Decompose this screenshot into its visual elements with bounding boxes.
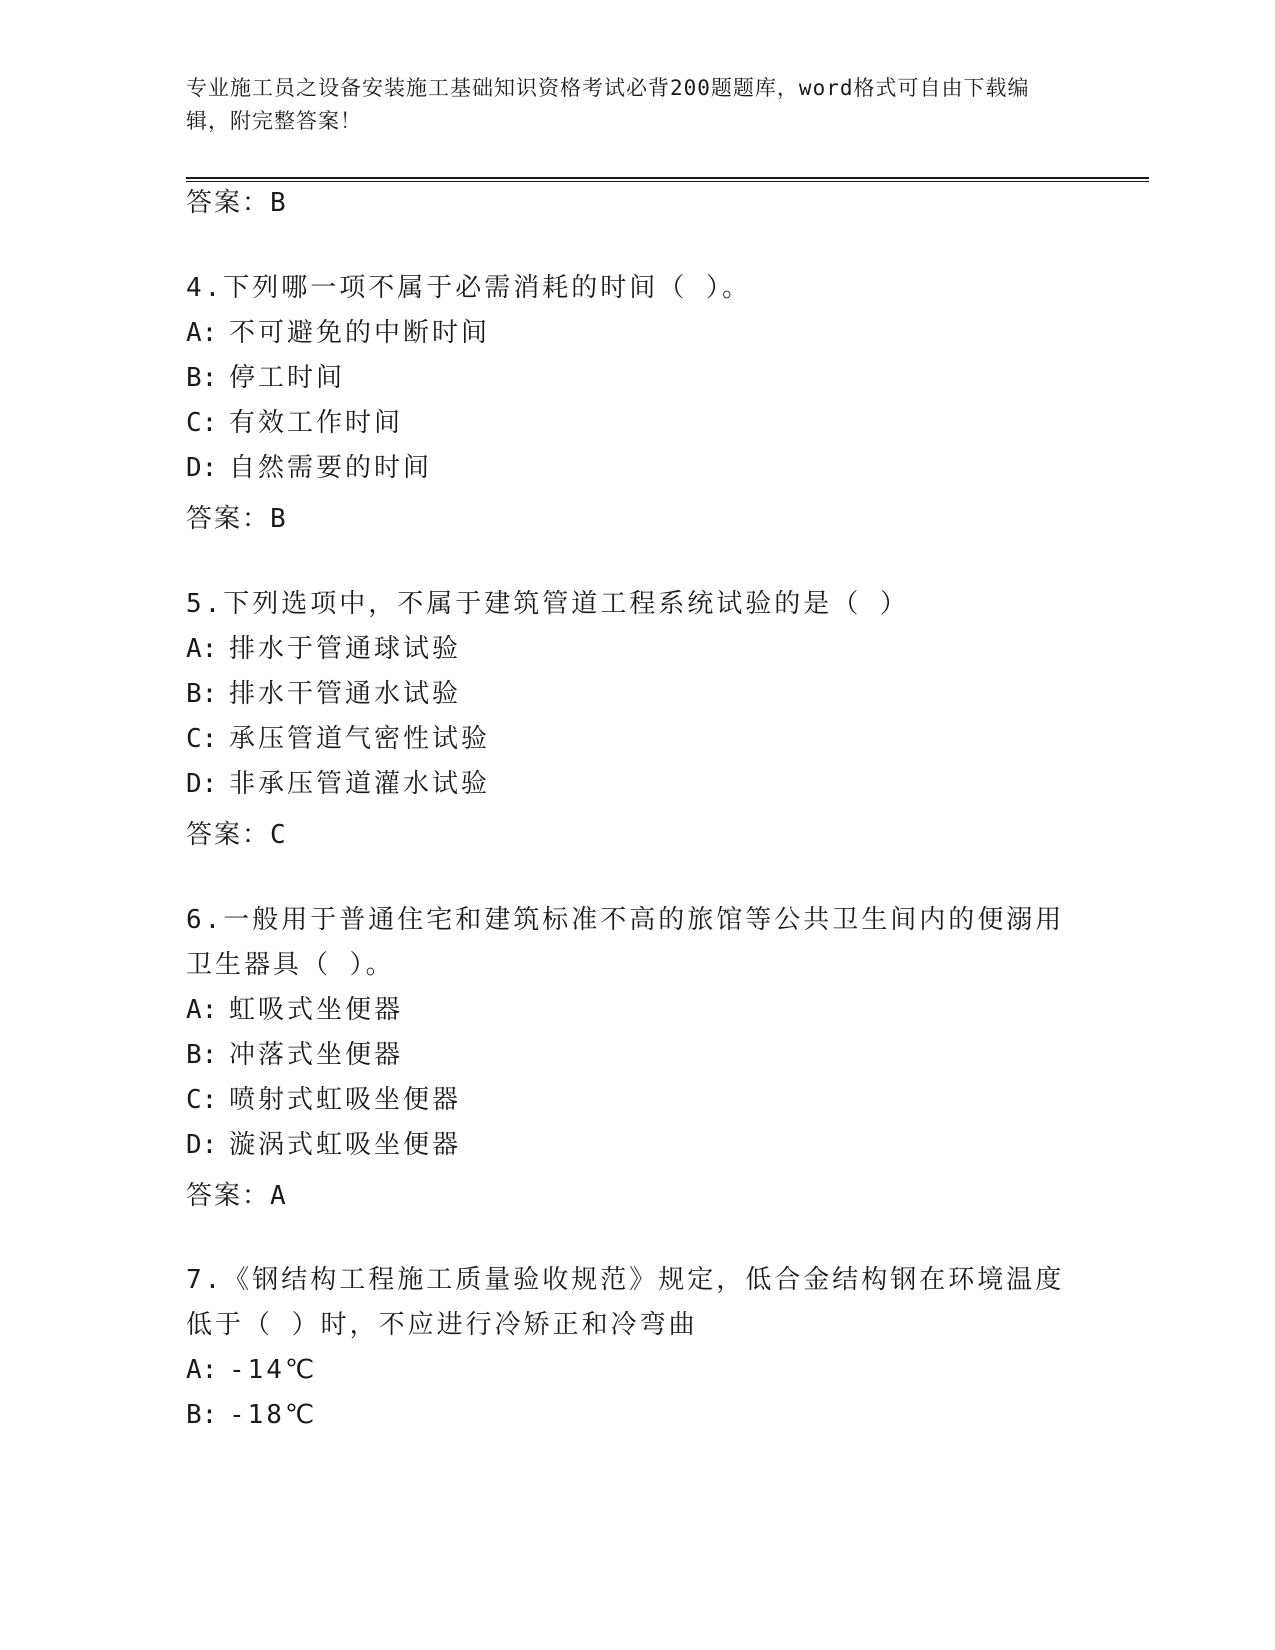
option-key: A: xyxy=(186,995,218,1025)
option-key: C: xyxy=(186,724,218,754)
option-key: D: xyxy=(186,769,218,799)
option-text: 虹吸式坐便器 xyxy=(229,995,404,1025)
answer-label: 答案： xyxy=(186,820,271,850)
option-d xyxy=(186,1123,1066,1168)
question-7 xyxy=(186,1258,1066,1438)
option-d xyxy=(186,446,1066,491)
question-stem: 6.一般用于普通住宅和建筑标准不高的旅馆等公共卫生间内的便溺用卫生器具（ ）。 xyxy=(186,905,1065,980)
answer-value: B xyxy=(270,188,288,218)
header-divider-thin xyxy=(186,181,1149,182)
answer-value: B xyxy=(270,504,288,534)
option-key: B: xyxy=(186,1400,218,1430)
answer-label: 答案： xyxy=(186,1181,271,1211)
option-c xyxy=(186,717,1066,762)
question-stem: 4.下列哪一项不属于必需消耗的时间（ ）。 xyxy=(186,273,751,303)
answer-label: 答案： xyxy=(186,188,271,218)
option-text: 自然需要的时间 xyxy=(229,453,433,483)
answer-label: 答案： xyxy=(186,504,271,534)
option-b xyxy=(186,1033,1066,1078)
question-stem: 5.下列选项中，不属于建筑管道工程系统试验的是（ ） xyxy=(186,589,909,619)
option-text: 排水于管通球试验 xyxy=(229,634,462,664)
option-b xyxy=(186,672,1066,717)
option-c xyxy=(186,1078,1066,1123)
answer-line xyxy=(186,1179,288,1213)
answer-line xyxy=(186,502,288,536)
answer-value: C xyxy=(270,820,288,850)
option-text: 非承压管道灌水试验 xyxy=(229,769,491,799)
question-stem: 7.《钢结构工程施工质量验收规范》规定，低合金结构钢在环境温度低于（ ）时，不应进行冷矫正和冷弯曲 xyxy=(186,1265,1065,1340)
option-a xyxy=(186,988,1066,1033)
option-key: B: xyxy=(186,679,218,709)
option-text: 漩涡式虹吸坐便器 xyxy=(229,1130,462,1160)
option-text: -14℃ xyxy=(229,1355,318,1385)
option-a xyxy=(186,311,1066,356)
option-text: 承压管道气密性试验 xyxy=(229,724,491,754)
answer-line xyxy=(186,818,288,852)
page-header: 专业施工员之设备安装施工基础知识资格考试必背200题题库，word格式可自由下载编辑，附完整答案！ xyxy=(186,76,1030,133)
option-text: 停工时间 xyxy=(229,363,346,393)
option-key: B: xyxy=(186,1040,218,1070)
option-text: 有效工作时间 xyxy=(229,408,404,438)
option-text: 排水干管通水试验 xyxy=(229,679,462,709)
answer-value: A xyxy=(270,1181,288,1211)
option-text: 不可避免的中断时间 xyxy=(229,318,491,348)
question-6 xyxy=(186,898,1066,1168)
header-divider xyxy=(186,177,1149,179)
option-key: C: xyxy=(186,1085,218,1115)
option-a xyxy=(186,627,1066,672)
option-a xyxy=(186,1348,1066,1393)
option-key: A: xyxy=(186,634,218,664)
question-5 xyxy=(186,582,1066,807)
answer-line xyxy=(186,186,288,220)
option-key: D: xyxy=(186,1130,218,1160)
option-text: -18℃ xyxy=(229,1400,318,1430)
option-key: D: xyxy=(186,453,218,483)
option-key: B: xyxy=(186,363,218,393)
option-key: C: xyxy=(186,408,218,438)
option-key: A: xyxy=(186,1355,218,1385)
option-key: A: xyxy=(186,318,218,348)
option-text: 冲落式坐便器 xyxy=(229,1040,404,1070)
question-4 xyxy=(186,266,1066,491)
option-d xyxy=(186,762,1066,807)
option-b xyxy=(186,356,1066,401)
option-c xyxy=(186,401,1066,446)
option-b xyxy=(186,1393,1066,1438)
option-text: 喷射式虹吸坐便器 xyxy=(229,1085,462,1115)
